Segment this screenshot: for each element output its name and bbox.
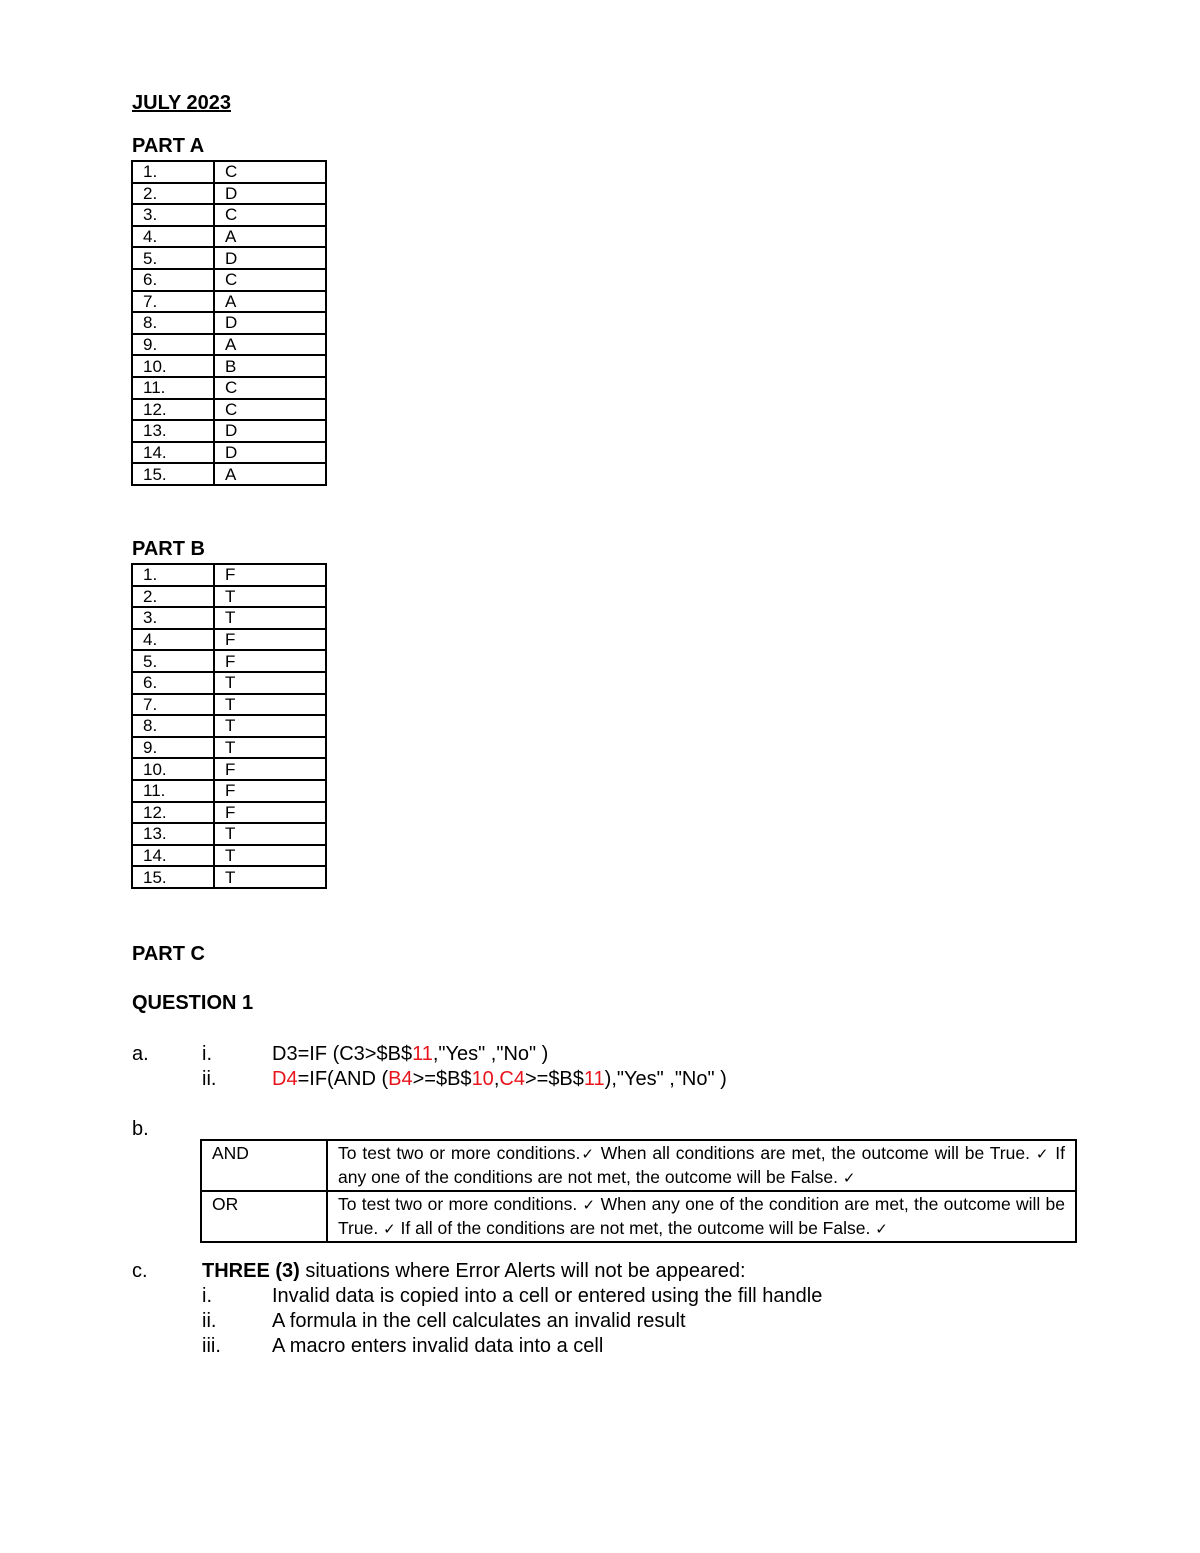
question-number: 7. bbox=[132, 694, 214, 716]
answer-cell: A bbox=[214, 226, 326, 248]
list-item: Invalid data is copied into a cell or entered using the fill handle bbox=[272, 1285, 823, 1307]
answer-cell: D bbox=[214, 312, 326, 334]
and-or-comparison-table bbox=[200, 1139, 1077, 1243]
table-row bbox=[132, 823, 326, 845]
description-cell bbox=[327, 1140, 1076, 1191]
answer-cell: F bbox=[214, 780, 326, 802]
question-number: 9. bbox=[132, 334, 214, 356]
table-row bbox=[132, 399, 326, 421]
question-1-heading: QUESTION 1 bbox=[132, 992, 254, 1014]
answer-cell: F bbox=[214, 650, 326, 672]
formula-segment: ),"Yes" ,"No" ) bbox=[604, 1068, 727, 1090]
question-b-label: b. bbox=[132, 1118, 149, 1140]
table-row bbox=[201, 1191, 1076, 1242]
formula-highlight: C4 bbox=[499, 1068, 525, 1090]
intro-bold: THREE (3) bbox=[202, 1260, 300, 1282]
question-number: 6. bbox=[132, 672, 214, 694]
answer-cell: T bbox=[214, 715, 326, 737]
part-a-heading: PART A bbox=[132, 135, 205, 157]
answer-cell: F bbox=[214, 802, 326, 824]
formula-highlight: B4 bbox=[388, 1068, 413, 1090]
answer-cell: T bbox=[214, 694, 326, 716]
table-row bbox=[132, 845, 326, 867]
question-number: 8. bbox=[132, 715, 214, 737]
part-b-heading: PART B bbox=[132, 538, 205, 560]
question-c-intro bbox=[202, 1259, 746, 1283]
tick-icon: ✓ bbox=[580, 1145, 595, 1163]
formula-segment: D3=IF (C3>$B$ bbox=[272, 1043, 413, 1065]
question-a-i-label: i. bbox=[202, 1043, 212, 1065]
table-row bbox=[132, 715, 326, 737]
table-row bbox=[132, 247, 326, 269]
formula-segment: =IF(AND ( bbox=[297, 1068, 389, 1090]
question-number: 2. bbox=[132, 586, 214, 608]
formula-d3 bbox=[272, 1042, 548, 1066]
question-a-label: a. bbox=[132, 1043, 149, 1065]
table-row bbox=[132, 629, 326, 651]
description-text: If all of the conditions are not met, the outcome will be False. bbox=[395, 1218, 876, 1238]
answer-cell: D bbox=[214, 420, 326, 442]
answer-cell: A bbox=[214, 291, 326, 313]
operator-cell: AND bbox=[201, 1140, 327, 1191]
formula-highlight: D4 bbox=[272, 1068, 298, 1090]
answer-cell: T bbox=[214, 737, 326, 759]
question-number: 9. bbox=[132, 737, 214, 759]
list-item-label: ii. bbox=[202, 1310, 217, 1332]
table-row bbox=[132, 355, 326, 377]
intro-text: situations where Error Alerts will not be appeared: bbox=[299, 1260, 746, 1282]
answer-cell: B bbox=[214, 355, 326, 377]
question-number: 12. bbox=[132, 399, 214, 421]
description-text: If any one of the conditions are not met, the outcome will be False. bbox=[338, 1143, 1065, 1187]
question-number: 13. bbox=[132, 823, 214, 845]
answer-cell: F bbox=[214, 564, 326, 586]
table-row bbox=[132, 866, 326, 888]
table-row bbox=[132, 780, 326, 802]
table-row bbox=[132, 463, 326, 485]
table-row bbox=[132, 312, 326, 334]
question-number: 7. bbox=[132, 291, 214, 313]
table-row bbox=[132, 672, 326, 694]
question-number: 1. bbox=[132, 564, 214, 586]
list-item: A macro enters invalid data into a cell bbox=[272, 1335, 604, 1357]
question-number: 4. bbox=[132, 629, 214, 651]
operator-cell: OR bbox=[201, 1191, 327, 1242]
formula-highlight: 11 bbox=[412, 1043, 433, 1065]
formula-segment: >=$B$ bbox=[524, 1068, 584, 1090]
tick-icon: ✓ bbox=[875, 1220, 888, 1238]
description-text: To test two or more conditions. bbox=[338, 1143, 581, 1163]
table-row bbox=[132, 758, 326, 780]
question-number: 5. bbox=[132, 650, 214, 672]
answer-cell: C bbox=[214, 204, 326, 226]
formula-highlight: 11 bbox=[583, 1068, 605, 1090]
part-a-answer-table bbox=[131, 160, 327, 486]
answer-cell: T bbox=[214, 607, 326, 629]
question-number: 14. bbox=[132, 845, 214, 867]
description-text: To test two or more conditions. bbox=[338, 1194, 583, 1214]
table-row bbox=[132, 442, 326, 464]
list-item-label: iii. bbox=[202, 1335, 221, 1357]
description-text: When all conditions are met, the outcome will be True. bbox=[594, 1143, 1036, 1163]
question-number: 8. bbox=[132, 312, 214, 334]
table-row bbox=[132, 564, 326, 586]
table-row bbox=[132, 183, 326, 205]
formula-highlight: 10 bbox=[471, 1068, 494, 1090]
question-number: 5. bbox=[132, 247, 214, 269]
table-row bbox=[201, 1140, 1076, 1191]
question-number: 10. bbox=[132, 758, 214, 780]
question-number: 3. bbox=[132, 607, 214, 629]
table-row bbox=[132, 737, 326, 759]
question-a-ii-label: ii. bbox=[202, 1068, 217, 1090]
tick-icon: ✓ bbox=[582, 1196, 596, 1214]
question-number: 11. bbox=[132, 780, 214, 802]
answer-cell: D bbox=[214, 442, 326, 464]
table-row bbox=[132, 420, 326, 442]
part-c-heading: PART C bbox=[132, 943, 205, 965]
answer-cell: F bbox=[214, 629, 326, 651]
table-row bbox=[132, 802, 326, 824]
answer-cell: T bbox=[214, 823, 326, 845]
question-number: 11. bbox=[132, 377, 214, 399]
formula-segment: ,"Yes" ,"No" ) bbox=[432, 1043, 549, 1065]
table-row bbox=[132, 607, 326, 629]
description-text: When any one of the condition are met, the outcome will be True. bbox=[338, 1194, 1065, 1238]
question-number: 15. bbox=[132, 866, 214, 888]
tick-icon: ✓ bbox=[1035, 1145, 1050, 1163]
list-item: A formula in the cell calculates an invalid result bbox=[272, 1310, 686, 1332]
table-row bbox=[132, 377, 326, 399]
table-row bbox=[132, 334, 326, 356]
table-row bbox=[132, 226, 326, 248]
answer-cell: T bbox=[214, 586, 326, 608]
table-row bbox=[132, 694, 326, 716]
formula-segment: >=$B$ bbox=[412, 1068, 472, 1090]
question-number: 4. bbox=[132, 226, 214, 248]
question-number: 6. bbox=[132, 269, 214, 291]
answer-cell: A bbox=[214, 334, 326, 356]
tick-icon: ✓ bbox=[383, 1220, 396, 1238]
table-row bbox=[132, 269, 326, 291]
answer-cell: T bbox=[214, 866, 326, 888]
answer-cell: C bbox=[214, 269, 326, 291]
answer-cell: D bbox=[214, 183, 326, 205]
table-row bbox=[132, 161, 326, 183]
description-cell bbox=[327, 1191, 1076, 1242]
table-row bbox=[132, 586, 326, 608]
table-row bbox=[132, 650, 326, 672]
answer-cell: F bbox=[214, 758, 326, 780]
question-number: 15. bbox=[132, 463, 214, 485]
question-number: 1. bbox=[132, 161, 214, 183]
document-title: JULY 2023 bbox=[132, 92, 231, 114]
question-number: 3. bbox=[132, 204, 214, 226]
part-b-answer-table bbox=[131, 563, 327, 889]
question-number: 13. bbox=[132, 420, 214, 442]
answer-cell: C bbox=[214, 377, 326, 399]
answer-cell: D bbox=[214, 247, 326, 269]
question-number: 14. bbox=[132, 442, 214, 464]
answer-cell: A bbox=[214, 463, 326, 485]
formula-segment: , bbox=[493, 1068, 500, 1090]
list-item-label: i. bbox=[202, 1285, 212, 1307]
formula-d4 bbox=[272, 1067, 727, 1091]
answer-cell: T bbox=[214, 845, 326, 867]
answer-cell: C bbox=[214, 399, 326, 421]
question-number: 10. bbox=[132, 355, 214, 377]
answer-cell: T bbox=[214, 672, 326, 694]
table-row bbox=[132, 204, 326, 226]
answer-cell: C bbox=[214, 161, 326, 183]
question-c-label: c. bbox=[132, 1260, 148, 1282]
question-number: 2. bbox=[132, 183, 214, 205]
table-row bbox=[132, 291, 326, 313]
tick-icon: ✓ bbox=[842, 1169, 856, 1187]
question-number: 12. bbox=[132, 802, 214, 824]
